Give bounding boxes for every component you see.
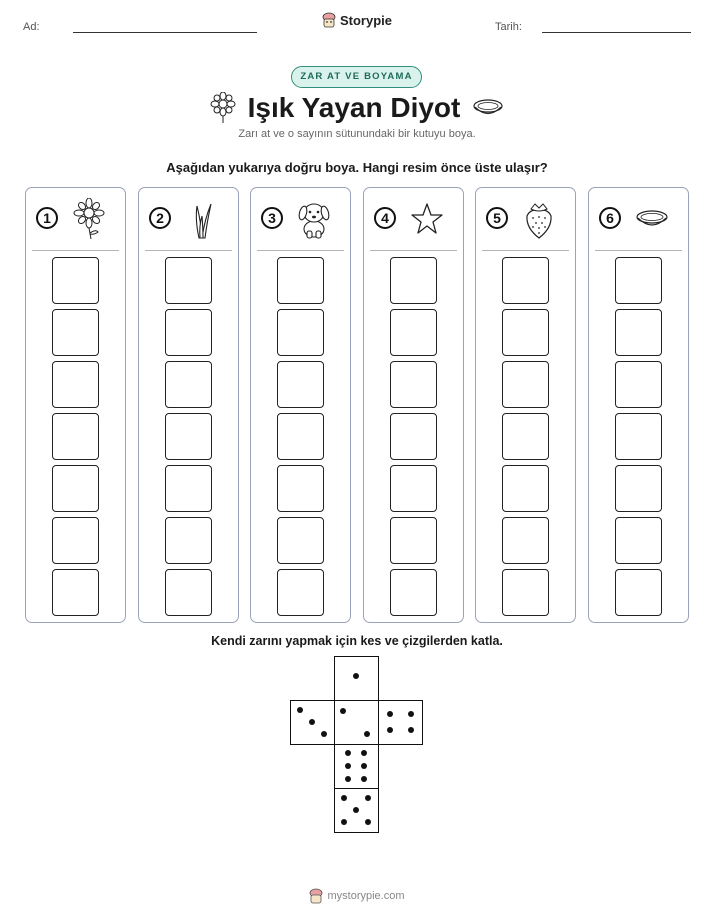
die-pip	[321, 731, 327, 737]
color-box[interactable]	[277, 413, 324, 460]
color-box[interactable]	[390, 361, 437, 408]
color-box[interactable]	[390, 413, 437, 460]
column-number: 4	[374, 207, 396, 229]
column-4	[363, 187, 464, 623]
column-number: 1	[36, 207, 58, 229]
column-divider	[257, 250, 344, 251]
die-face-5	[334, 788, 379, 833]
color-box[interactable]	[615, 309, 662, 356]
color-box[interactable]	[165, 361, 212, 408]
color-box[interactable]	[165, 569, 212, 616]
color-box[interactable]	[615, 257, 662, 304]
column-number: 2	[149, 207, 171, 229]
color-box[interactable]	[502, 361, 549, 408]
color-box[interactable]	[390, 309, 437, 356]
star-icon	[410, 198, 444, 240]
color-box[interactable]	[277, 517, 324, 564]
die-instruction: Kendi zarını yapmak için kes ve çizgilerden katla.	[211, 634, 503, 648]
column-5	[475, 187, 576, 623]
color-box[interactable]	[52, 569, 99, 616]
color-box[interactable]	[502, 569, 549, 616]
color-box[interactable]	[615, 465, 662, 512]
column-3	[250, 187, 351, 623]
column-2	[138, 187, 239, 623]
die-pip	[345, 763, 351, 769]
bowl-icon	[635, 198, 669, 240]
color-box[interactable]	[615, 517, 662, 564]
color-box[interactable]	[52, 309, 99, 356]
color-box[interactable]	[165, 413, 212, 460]
column-number: 6	[599, 207, 621, 229]
die-pip	[364, 731, 370, 737]
color-box[interactable]	[165, 517, 212, 564]
column-divider	[145, 250, 232, 251]
column-6	[588, 187, 689, 623]
color-box[interactable]	[615, 413, 662, 460]
die-pip	[365, 795, 371, 801]
die-pip	[309, 719, 315, 725]
title-row	[0, 88, 714, 128]
column-divider	[32, 250, 119, 251]
footer-url[interactable]: mystorypie.com	[327, 890, 405, 902]
column-divider	[370, 250, 457, 251]
color-box[interactable]	[52, 413, 99, 460]
storypie-mascot-icon	[322, 12, 336, 28]
column-1	[25, 187, 126, 623]
color-box[interactable]	[615, 361, 662, 408]
color-box[interactable]	[390, 517, 437, 564]
die-pip	[340, 708, 346, 714]
color-box[interactable]	[277, 361, 324, 408]
flower-icon	[210, 92, 236, 124]
die-face-3	[290, 700, 335, 745]
grass-icon	[185, 198, 219, 240]
color-box[interactable]	[390, 257, 437, 304]
color-box[interactable]	[277, 465, 324, 512]
page-title: Işık Yayan Diyot	[247, 92, 461, 123]
column-divider	[595, 250, 682, 251]
color-box[interactable]	[277, 257, 324, 304]
die-pip	[345, 750, 351, 756]
brand-name: Storypie	[339, 12, 392, 28]
die-pip	[361, 763, 367, 769]
die-pip	[387, 711, 393, 717]
footer	[0, 888, 714, 909]
color-box[interactable]	[502, 413, 549, 460]
color-box[interactable]	[52, 361, 99, 408]
die-face-1	[334, 656, 379, 701]
die-pip	[353, 807, 359, 813]
brand-logo	[0, 12, 714, 33]
die-pip	[345, 776, 351, 782]
name-label: Ad:	[23, 21, 40, 33]
color-box[interactable]	[52, 517, 99, 564]
instruction: Aşağıdan yukarıya doğru boya. Hangi resim önce üste ulaşır?	[166, 160, 548, 175]
die-pip	[408, 727, 414, 733]
column-number: 3	[261, 207, 283, 229]
die-pip	[341, 795, 347, 801]
subtitle: Zarı at ve o sayının sütunundaki bir kutuyu boya.	[238, 128, 476, 140]
color-box[interactable]	[165, 257, 212, 304]
flower-icon	[72, 198, 106, 240]
storypie-mascot-icon	[309, 888, 323, 904]
color-box[interactable]	[502, 257, 549, 304]
die-pip	[361, 750, 367, 756]
die-pip	[408, 711, 414, 717]
color-box[interactable]	[502, 517, 549, 564]
column-number: 5	[486, 207, 508, 229]
puppy-icon	[297, 198, 331, 240]
color-box[interactable]	[52, 465, 99, 512]
color-box[interactable]	[390, 569, 437, 616]
die-pip	[297, 707, 303, 713]
die-face-6	[334, 744, 379, 789]
activity-badge: ZAR AT VE BOYAMA	[291, 66, 422, 88]
color-box[interactable]	[52, 257, 99, 304]
color-box[interactable]	[390, 465, 437, 512]
die-pip	[353, 673, 359, 679]
date-label: Tarih:	[495, 21, 522, 33]
color-box[interactable]	[277, 569, 324, 616]
die-face-4	[378, 700, 423, 745]
color-box[interactable]	[165, 465, 212, 512]
color-box[interactable]	[502, 309, 549, 356]
column-divider	[482, 250, 569, 251]
color-box[interactable]	[165, 309, 212, 356]
color-box[interactable]	[615, 569, 662, 616]
die-pip	[365, 819, 371, 825]
color-box[interactable]	[502, 465, 549, 512]
die-face-1	[334, 700, 379, 745]
strawberry-icon	[522, 198, 556, 240]
die-pip	[341, 819, 347, 825]
die-pip	[361, 776, 367, 782]
color-box[interactable]	[277, 309, 324, 356]
die-pip	[387, 727, 393, 733]
bowl-icon	[472, 98, 504, 118]
